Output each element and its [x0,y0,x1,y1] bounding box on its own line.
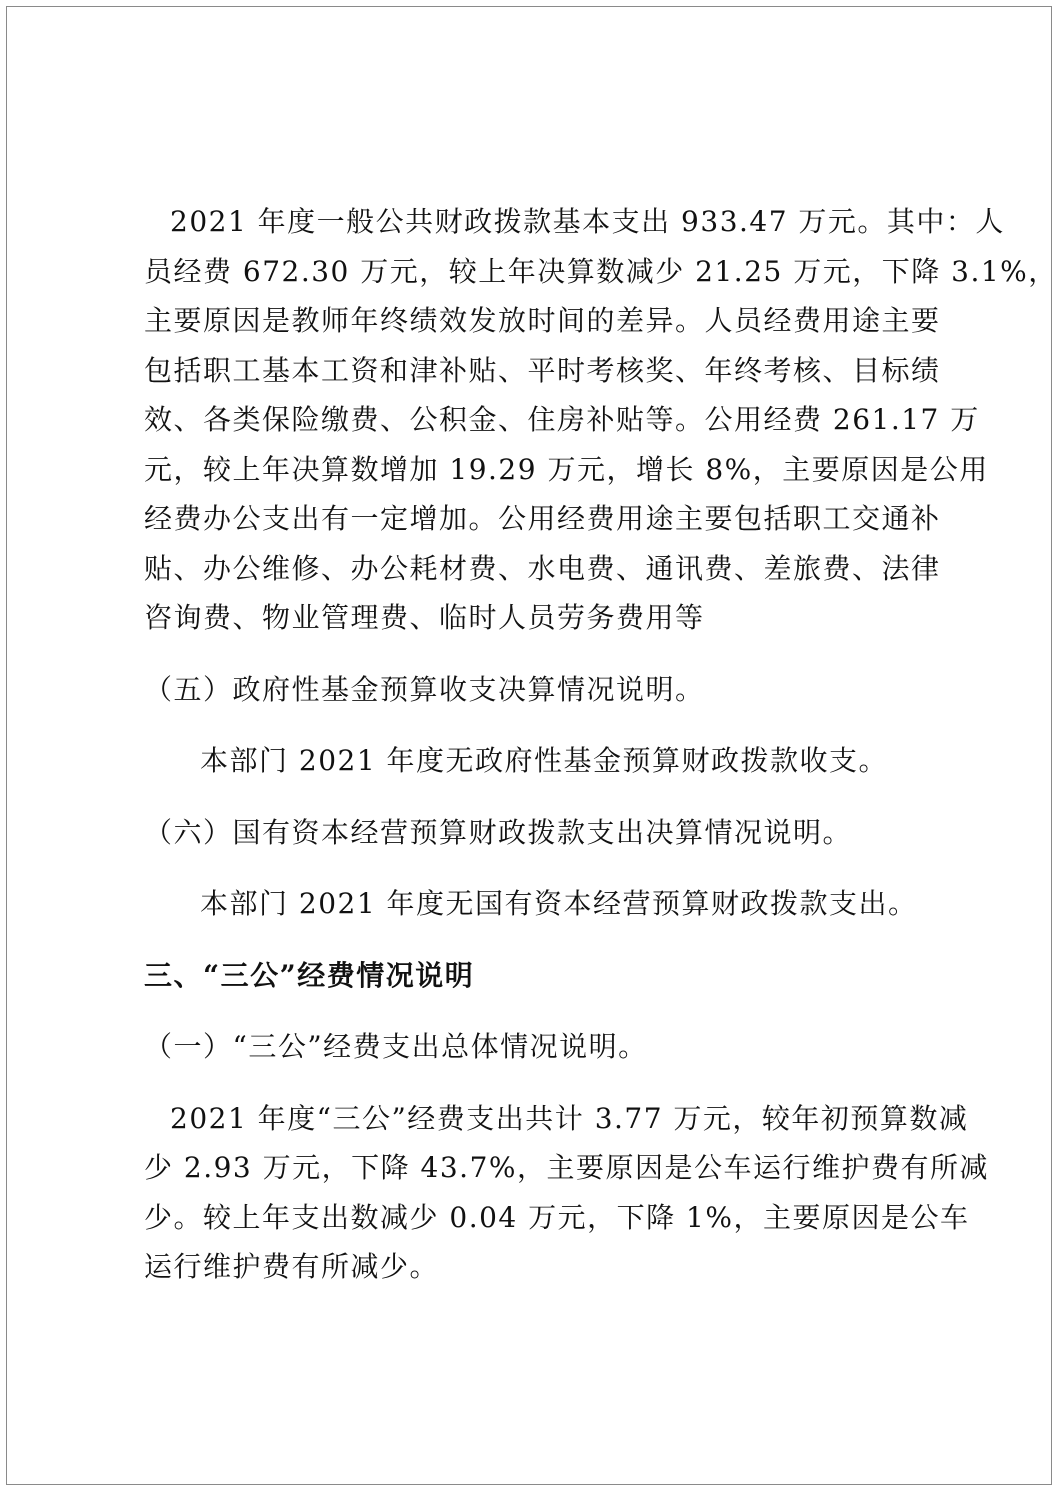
paragraph-line: 员经费 672.30 万元，较上年决算数减少 21.25 万元，下降 3.1%， [144,254,1058,288]
section-heading-government-fund: （五）政府性基金预算收支决算情况说明。 [144,672,705,706]
paragraph-line: 经费办公支出有一定增加。公用经费用途主要包括职工交通补 [144,502,941,535]
paragraph-line: 效、各类保险缴费、公积金、住房补贴等。公用经费 261.17 万 [144,403,980,436]
paragraph-line: 主要原因是教师年终绩效发放时间的差异。人员经费用途主要 [144,304,941,337]
document-body [144,197,1058,1292]
paragraph-line: 少。较上年支出数减少 0.04 万元，下降 1%，主要原因是公车 [144,1200,970,1234]
section-heading-state-capital: （六）国有资本经营预算财政拨款支出决算情况说明。 [144,815,853,849]
section-text-government-fund: 本部门 2021 年度无政府性基金预算财政拨款收支。 [200,744,889,777]
paragraph-basic-expenditure [144,197,1058,643]
part-heading-three-public: 三、“三公”经费情况说明 [144,958,475,992]
subsection-heading-three-public-overall: （一）“三公”经费支出总体情况说明。 [144,1030,648,1063]
paragraph-line: 咨询费、物业管理费、临时人员劳务费用等 [144,601,705,634]
paragraph-line: 包括职工基本工资和津补贴、平时考核奖、年终考核、目标绩 [144,353,941,387]
section-text-state-capital: 本部门 2021 年度无国有资本经营预算财政拨款支出。 [200,887,918,920]
paragraph-line: 贴、办公维修、办公耗材费、水电费、通讯费、差旅费、法律 [144,551,941,585]
paragraph-line: 2021 年度一般公共财政拨款基本支出 933.47 万元。其中：人 [170,205,1005,238]
paragraph-line: 运行维护费有所减少。 [144,1250,440,1283]
paragraph-line: 2021 年度“三公”经费支出共计 3.77 万元，较年初预算数减 [170,1101,969,1135]
paragraph-three-public-overall [144,1094,989,1292]
paragraph-line: 少 2.93 万元，下降 43.7%，主要原因是公车运行维护费有所减 [144,1151,989,1184]
paragraph-line: 元，较上年决算数增加 19.29 万元，增长 8%，主要原因是公用 [144,452,989,486]
